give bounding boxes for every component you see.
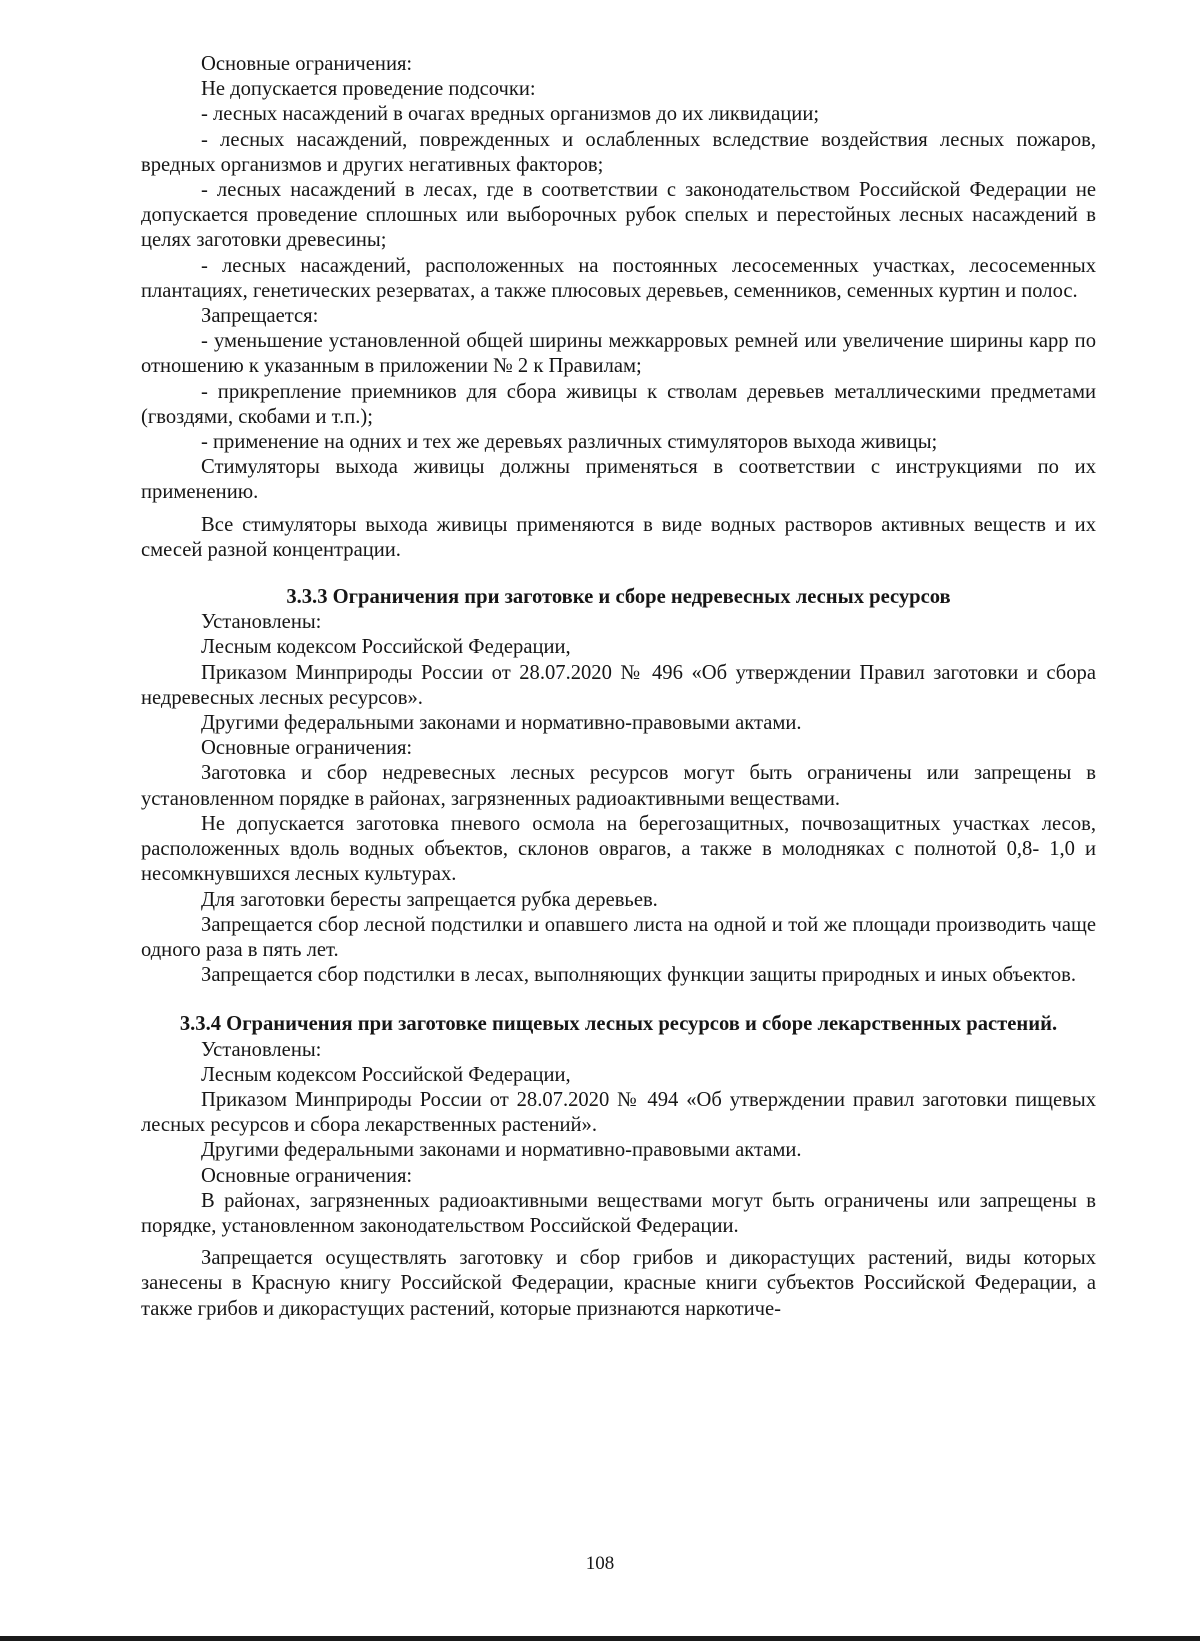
paragraph: Для заготовки бересты запрещается рубка деревьев. bbox=[201, 888, 658, 911]
paragraph: Не допускается заготовка пневого осмола на берегозащитных, почвозащитных участках лесов, расположенных вдоль водных объектов, склонов оврагов, а также в молодняках с полнотой 0,8- 1,0 и несомкнувшихся лесных культурах. bbox=[141, 812, 1096, 886]
paragraph: Не допускается проведение подсочки: bbox=[201, 78, 536, 101]
paragraph: Основные ограничения: bbox=[201, 53, 413, 75]
paragraph: Все стимуляторы выхода живицы применяются в виде водных растворов активных веществ и их смесей разной концентрации. bbox=[141, 513, 1096, 561]
document-body bbox=[141, 52, 1096, 1322]
section-heading: 3.3.4 Ограничения при заготовке пищевых лесных ресурсов и сборе лекарственных растений. bbox=[179, 1013, 1058, 1036]
paragraph: Другими федеральными законами и нормативно-правовыми актами. bbox=[201, 712, 802, 735]
page-number: 108 bbox=[585, 1553, 615, 1574]
paragraph: - лесных насаждений, расположенных на постоянных лесосеменных участках, лесосеменных плантациях, генетических резерватах, а также плюсовых деревьев, семенников, семенных куртин и полос. bbox=[141, 254, 1096, 302]
paragraph: Заготовка и сбор недревесных лесных ресурсов могут быть ограничены или запрещены в установленном порядке в районах, загрязненных радиоактивными веществами. bbox=[141, 762, 1096, 810]
paragraph: Лесным кодексом Российской Федерации, bbox=[201, 1063, 571, 1086]
paragraph: Приказом Минприроды России от 28.07.2020 № 494 «Об утверждении правил заготовки пищевых лесных ресурсов и сбора лекарственных растений». bbox=[141, 1088, 1096, 1137]
paragraph: - лесных насаждений в очагах вредных организмов до их ликвидации; bbox=[201, 103, 820, 126]
paragraph: Лесным кодексом Российской Федерации, bbox=[201, 636, 571, 659]
paragraph: Запрещается сбор лесной подстилки и опавшего листа на одной и той же площади производить чаще одного раза в пять лет. bbox=[141, 913, 1096, 961]
paragraph: Установлены: bbox=[201, 1038, 322, 1061]
paragraph: - применение на одних и тех же деревьях различных стимуляторов выхода живицы; bbox=[201, 431, 938, 454]
paragraph: Запрещается осуществлять заготовку и сбор грибов и дикорастущих растений, виды которых занесены в Красную книгу Российской Федерации, красные книги субъектов Российской Федерации, а также грибов и дикорастущих растений, которые признаются наркотиче- bbox=[141, 1247, 1096, 1320]
paragraph: - лесных насаждений, поврежденных и ослабленных вследствие воздействия лесных пожаров, вредных организмов и других негативных факторов; bbox=[141, 128, 1096, 176]
paragraph: Стимуляторы выхода живицы должны применяться в соответствии с инструкциями по их применению. bbox=[141, 456, 1096, 504]
section-heading: 3.3.3 Ограничения при заготовке и сборе недревесных лесных ресурсов bbox=[286, 586, 951, 609]
paragraph: Запрещается сбор подстилки в лесах, выполняющих функции защиты природных и иных объектов. bbox=[201, 964, 1077, 987]
paragraph: - лесных насаждений в лесах, где в соответствии с законодательством Российской Федерации не допускается проведение сплошных или выборочных рубок спелых и перестойных лесных насаждений в целях заготовки древесины; bbox=[141, 179, 1096, 252]
bottom-scan-edge bbox=[0, 1636, 1200, 1641]
paragraph: В районах, загрязненных радиоактивными веществами могут быть ограничены или запрещены в порядке, установленном законодательством Российской Федерации. bbox=[141, 1189, 1096, 1237]
paragraph: - уменьшение установленной общей ширины межкарровых ремней или увеличение ширины карр по отношению к указанным в приложении № 2 к Правилам; bbox=[141, 330, 1096, 378]
paragraph: Основные ограничения: bbox=[201, 737, 413, 760]
paragraph: Приказом Минприроды России от 28.07.2020 № 496 «Об утверждении Правил заготовки и сбора недревесных лесных ресурсов». bbox=[141, 661, 1096, 709]
paragraph: Установлены: bbox=[201, 611, 322, 634]
paragraph: Основные ограничения: bbox=[201, 1164, 413, 1187]
paragraph: - прикрепление приемников для сбора живицы к стволам деревьев металлическими предметами (гвоздями, скобами и т.п.); bbox=[141, 380, 1096, 428]
paragraph: Другими федеральными законами и нормативно-правовыми актами. bbox=[201, 1139, 802, 1162]
paragraph: Запрещается: bbox=[201, 305, 319, 328]
